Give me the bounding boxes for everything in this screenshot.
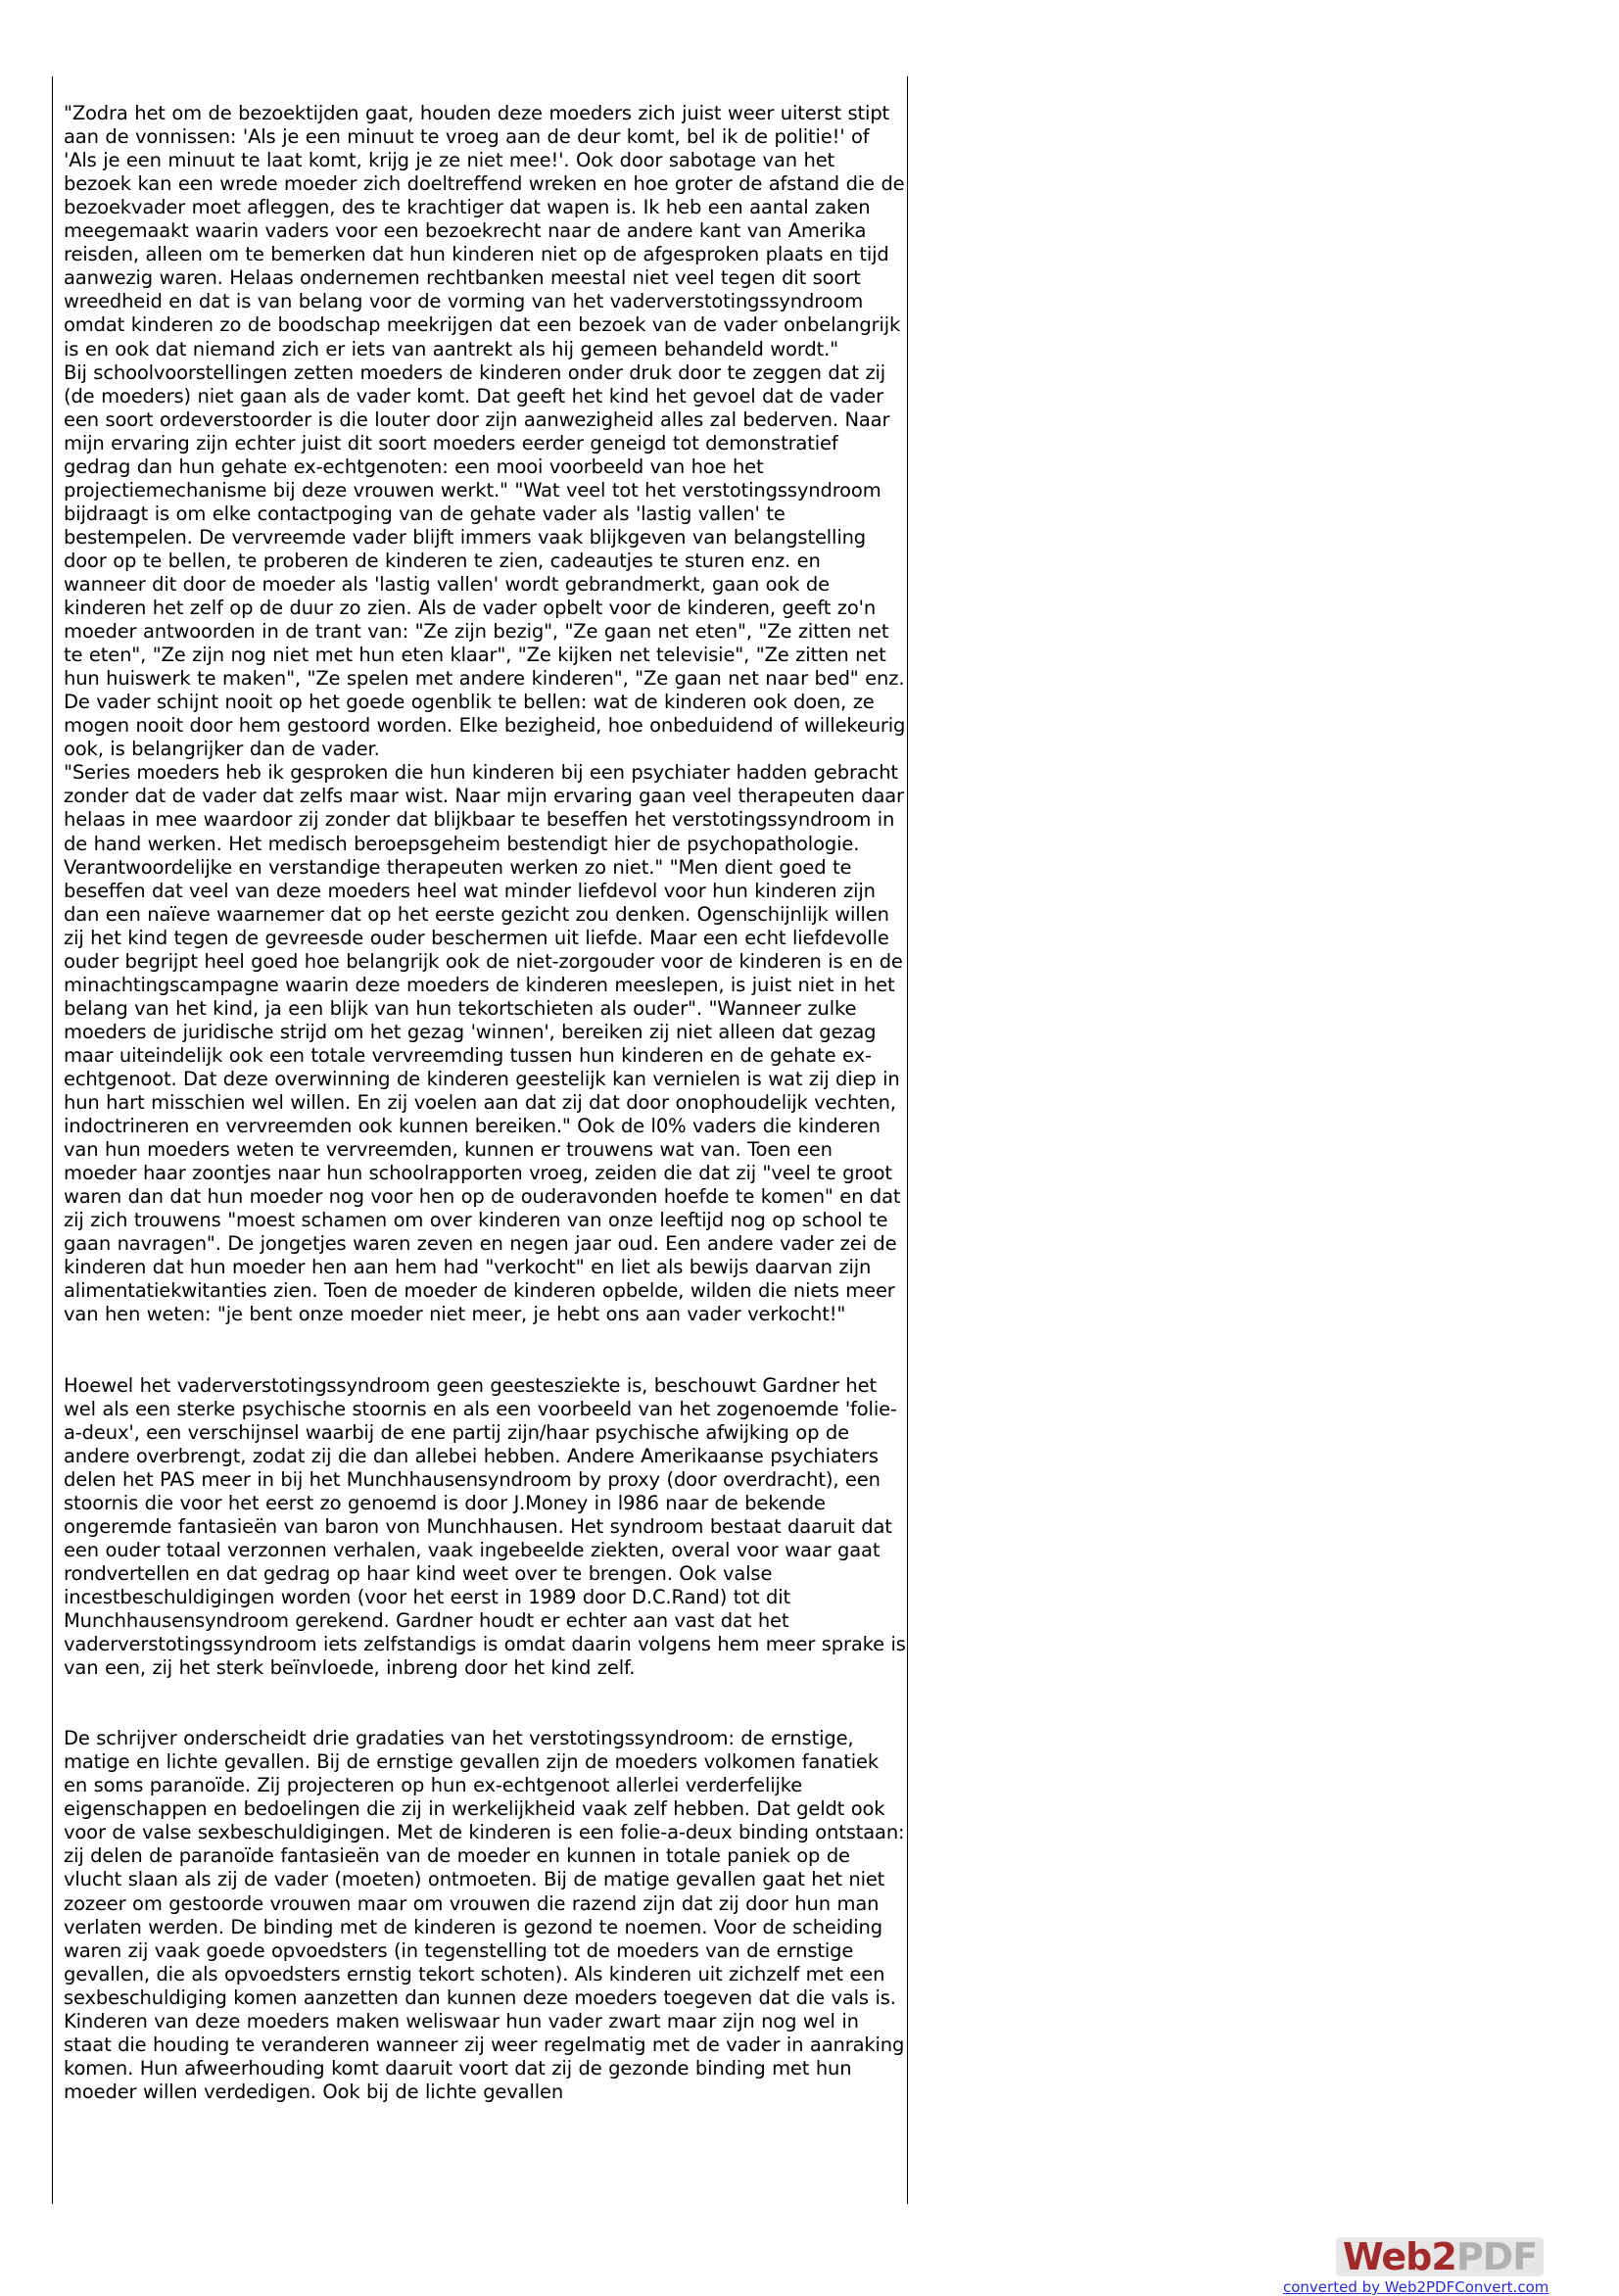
article-paragraph: De schrijver onderscheidt drie gradaties van het verstotingssyndroom: de ernstige, matige en lichte gevallen. Bij de ernstige gevallen zijn de moeders volkomen fanatiek en soms paranoïde. Zij projecteren op hun ex-echtgenoot allerlei verderfelijke eigenschappen en bedoelingen die zij in werkelijkheid vaak zelf hebben. Dat geldt ook voor de valse sexbeschuldigingen. Met de kinderen is een folie-a-deux binding ontstaan: zij delen de paranoïde fantasieën van de moeder en kunnen in totale paniek op de vlucht slaan als zij de vader (moeten) ontmoeten. Bij de matige gevallen gaat het niet zozeer om gestoorde vrouwen maar om vrouwen die razend zijn dat zij door hun man verlaten werden. De binding met de kinderen is gezond te noemen. Voor de scheiding waren zij vaak goede opvoedsters (in tegenstelling tot de moeders van de ernstige gevallen, die als opvoedsters ernstig tekort schoten). Als kinderen uit zichzelf met een sexbeschuldiging komen aanzetten dan kunnen deze moeders toegeven dat die vals is. Kinderen van deze moeders maken weliswaar hun vader zwart maar zijn nog wel in staat die houding te veranderen wanneer zij weer regelmatig met de vader in aanraking komen. Hun afweerhouding komt daaruit voort dat zij de gezonde binding met hun moeder willen verdedigen. Ook bij de lichte gevallen (64, 1727, 905, 2103)
logo-text-web2: Web2 (1342, 2235, 1456, 2278)
web2pdf-logo[interactable] (1336, 2237, 1544, 2276)
article-paragraph: Hoewel het vaderverstotingssyndroom geen geestesziekte is, beschouwt Gardner het wel als een sterke psychische stoornis en als een voorbeeld van het zogenoemde 'folie-a-deux', een verschijnsel waarbij de ene partij zijn/haar psychische afwijking op de andere overbrengt, zodat zij die dan allebei hebben. Andere Amerikaanse psychiaters delen het PAS meer in bij het Munchhausensyndroom by proxy (door overdracht), een stoornis die voor het eerst zo genoemd is door J.Money in l986 naar de bekende ongeremde fantasieën van baron von Munchhausen. Het syndroom bestaat daaruit dat een ouder totaal verzonnen verhalen, vaak ingebeelde ziekten, overal voor waar gaat rondvertellen en dat gedrag op haar kind weet over te brengen. Ook valse incestbeschuldigingen worden (voor het eerst in 1989 door D.C.Rand) tot dit Munchhausensyndroom gerekend. Gardner houdt er echter aan vast dat het vaderverstotingssyndroom iets zelfstandigs is omdat daarin volgens hem meer sprake is van een, zij het sterk beïnvloede, inbreng door het kind zelf. (64, 1373, 906, 1680)
article-body (64, 78, 906, 2128)
article-paragraph: "Zodra het om de bezoektijden gaat, houden deze moeders zich juist weer uiterst stipt aan de vonnissen: 'Als je een minuut te vroeg aan de deur komt, bel ik de politie!' of 'Als je een minuut te laat komt, krijg je ze niet mee!'. Ook door sabotage van het bezoek kan een wrede moeder zich doeltreffend wreken en hoe groter de afstand die de bezoekvader moet afleggen, des te krachtiger dat wapen is. Ik heb een aantal zaken meegemaakt waarin vaders voor een bezoekrecht naar de andere kant van Amerika reisden, alleen om te bemerken dat hun kinderen niet op de afgesproken plaats en tijd aanwezig waren. Helaas ondernemen rechtbanken meestal niet veel tegen dit soort wreedheid en dat is van belang voor de vorming van het vaderverstotingssyndroom omdat kinderen zo de boodschap meekrijgen dat een bezoek van de vader onbelangrijk is en ook dat niemand zich er iets van aantrekt als hij gemeen behandeld wordt." Bij schoolvoorstellingen zetten moeders de kinderen onder druk door te zeggen dat zij (de moeders) niet gaan als de vader komt. Dat geeft het kind het gevoel dat de vader een soort ordeverstoorder is die louter door zijn aanwezigheid alles zal bederven. Naar mijn ervaring zijn echter juist dit soort moeders eerder geneigd tot demonstratief gedrag dan hun gehate ex-echtgenoten: een mooi voorbeeld van hoe het projectiemechanisme bij deze vrouwen werkt." "Wat veel tot het verstotingssyndroom bijdraagt is om elke contactpoging van de gehate vader als 'lastig vallen' te bestempelen. De vervreemde vader blijft immers vaak blijkgeven van belangstelling door op te bellen, te proberen de kinderen te zien, cadeautjes te sturen enz. en wanneer dit door de moeder als 'lastig vallen' wordt gebrandmerkt, gaan ook de kinderen het zelf op de duur zo zien. Als de vader opbelt voor de kinderen, geeft zo'n moeder antwoorden in de trant van: "Ze zijn bezig", "Ze gaan net eten", "Ze zitten net te eten", "Ze zijn nog niet met hun eten klaar", "Ze kijken net televisie", "Ze zitten net hun huiswerk te maken", "Ze spelen met andere kinderen", "Ze gaan net naar bed" enz. De vader schijnt nooit op het goede ogenblik te bellen: wat de kinderen ook doen, ze mogen nooit door hem gestoord worden. Elke bezigheid, hoe onbeduidend of willekeurig ook, is belangrijker dan de vader. "Series moeders heb ik gesproken die hun kinderen bij een psychiater hadden gebracht zonder dat de vader dat zelfs maar wist. Naar mijn ervaring gaan veel therapeuten daar helaas in mee waardoor zij zonder dat blijkbaar te beseffen het verstotingssyndroom in de hand werken. Het medisch beroepsgeheim bestendigt hier de psychopathologie. Verantwoordelijke en verstandige therapeuten werken zo niet." "Men dient goed te beseffen dat veel van deze moeders heel wat minder liefdevol voor hun kinderen zijn dan een naïeve waarnemer dat op het eerste gezicht zou denken. Ogenschijnlijk willen zij het kind tegen de gevreesde ouder beschermen uit liefde. Maar een echt liefdevolle ouder begrijpt heel goed hoe belangrijk ook de niet-zorgouder voor de kinderen is en de minachtingscampagne waarin deze moeders de kinderen meeslepen, is juist niet in het belang van het kind, ja een blijk van hun tekortschieten als ouder". "Wanneer zulke moeders de juridische strijd om het gezag 'winnen', bereiken zij niet alleen dat gezag maar uiteindelijk ook een totale vervreemding tussen hun kinderen en de gehate ex-echtgenoot. Dat deze overwinning de kinderen geestelijk kan vernielen is wat zij diep in hun hart misschien wel willen. En zij voelen aan dat zij dat door onophoudelijk vechten, indoctrineren en vervreemden ook kunnen bereiken." Ook de l0% vaders die kinderen van hun moeders weten te vervreemden, kunnen er trouwens wat van. Toen een moeder haar zoontjes naar hun schoolrapporten vroeg, zeiden die dat zij "veel te groot waren dan dat hun moeder nog voor hen op de ouderavonden hoefde te komen" en dat zij zich trouwens "moest schamen om over kinderen van onze leeftijd nog op school te gaan navragen". De jongetjes waren zeven en negen jaar oud. Een andere vader zei de kinderen dat hun moeder hen aan hem had "verkocht" en liet als bewijs daarvan zijn alimentatiekwitanties zien. Toen de moeder de kinderen opbelde, wilden die niets meer van hen weten: "je bent onze moeder niet meer, je hebt ons aan vader verkocht!" (64, 102, 906, 1326)
converted-by-link[interactable]: converted by Web2PDFConvert.com (1283, 2278, 1549, 2296)
logo-text-pdf: PDF (1455, 2235, 1538, 2278)
